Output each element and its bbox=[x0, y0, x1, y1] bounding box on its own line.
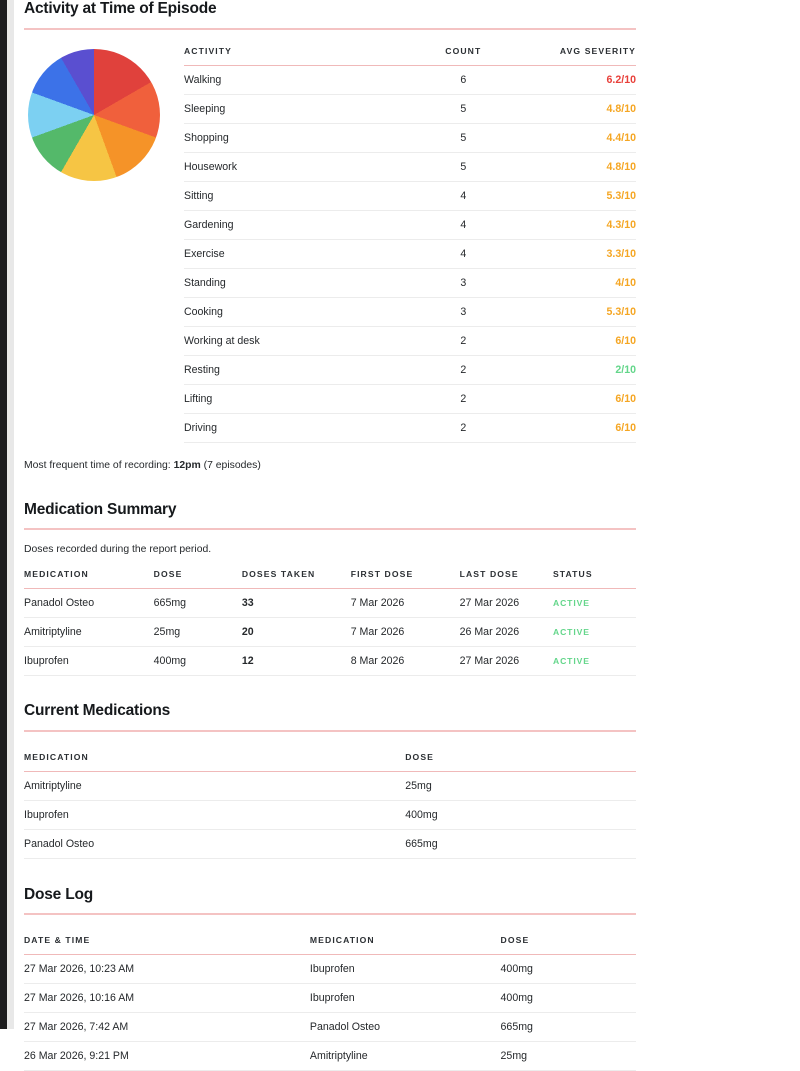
activity-name: Housework bbox=[184, 152, 387, 181]
dl-col-medication: MEDICATION bbox=[309, 935, 375, 946]
activity-severity: 5.3/10 bbox=[540, 297, 637, 326]
table-row bbox=[184, 239, 636, 268]
activity-name: Resting bbox=[184, 355, 387, 384]
activity-table-header-row bbox=[184, 46, 636, 66]
left-edge-rail bbox=[0, 0, 7, 1029]
activity-severity: 6/10 bbox=[540, 413, 637, 442]
cm-medication: Amitriptyline bbox=[24, 771, 405, 800]
current-medications-table bbox=[24, 752, 636, 859]
status-badge: ACTIVE bbox=[553, 618, 636, 647]
dl-datetime: 27 Mar 2026, 10:23 AM bbox=[24, 955, 310, 984]
dl-col-dose: DOSE bbox=[500, 935, 530, 946]
ms-dose: 25mg bbox=[154, 618, 242, 647]
dose-log-section bbox=[24, 886, 636, 1071]
activity-severity: 2/10 bbox=[540, 355, 637, 384]
activity-severity: 4.8/10 bbox=[540, 94, 637, 123]
table-row bbox=[24, 800, 636, 829]
medication-summary-subtitle: Doses recorded during the report period. bbox=[24, 544, 212, 556]
activity-table bbox=[184, 46, 636, 443]
activity-name: Exercise bbox=[184, 239, 387, 268]
current-medications-header-row bbox=[24, 752, 636, 772]
report-content bbox=[14, 0, 800, 1063]
ms-medication: Panadol Osteo bbox=[24, 589, 154, 618]
table-row bbox=[184, 413, 636, 442]
current-medications-section bbox=[24, 702, 636, 859]
dl-dose: 400mg bbox=[501, 955, 636, 984]
note-prefix: Most frequent time of recording: bbox=[24, 459, 174, 471]
activity-severity: 4/10 bbox=[540, 268, 637, 297]
activity-count: 5 bbox=[387, 152, 539, 181]
activity-severity: 4.8/10 bbox=[540, 152, 637, 181]
medication-summary-header-row bbox=[24, 569, 636, 589]
ms-col-doses-taken: DOSES TAKEN bbox=[241, 569, 316, 580]
dl-medication: Ibuprofen bbox=[310, 955, 501, 984]
activity-count: 2 bbox=[387, 413, 539, 442]
ms-first-dose: 8 Mar 2026 bbox=[351, 647, 460, 676]
table-row bbox=[24, 589, 636, 618]
table-row bbox=[184, 384, 636, 413]
ms-col-status: STATUS bbox=[552, 569, 593, 580]
dl-datetime: 27 Mar 2026, 10:16 AM bbox=[24, 984, 310, 1013]
most-frequent-time-note bbox=[24, 460, 636, 471]
ms-medication: Amitriptyline bbox=[24, 618, 154, 647]
activity-count: 6 bbox=[387, 65, 539, 94]
table-row bbox=[184, 268, 636, 297]
activity-count: 4 bbox=[387, 210, 539, 239]
ms-col-last-dose: LAST DOSE bbox=[459, 569, 519, 580]
ms-last-dose: 27 Mar 2026 bbox=[460, 589, 553, 618]
table-row bbox=[184, 65, 636, 94]
activity-body bbox=[24, 46, 636, 443]
status-badge: ACTIVE bbox=[553, 647, 636, 676]
cm-medication: Panadol Osteo bbox=[24, 829, 405, 858]
cm-col-dose: DOSE bbox=[405, 751, 434, 762]
activity-severity: 6/10 bbox=[540, 384, 637, 413]
current-medications-rule bbox=[24, 730, 636, 732]
dose-log-table bbox=[24, 935, 636, 1071]
table-row bbox=[24, 829, 636, 858]
activity-count: 5 bbox=[387, 123, 539, 152]
activity-name: Driving bbox=[184, 413, 387, 442]
ms-first-dose: 7 Mar 2026 bbox=[351, 618, 460, 647]
ms-doses-taken: 20 bbox=[242, 618, 351, 647]
activity-name: Lifting bbox=[184, 384, 387, 413]
activity-severity: 4.3/10 bbox=[540, 210, 637, 239]
left-gutter bbox=[7, 0, 14, 1029]
table-row bbox=[184, 297, 636, 326]
ms-last-dose: 27 Mar 2026 bbox=[460, 647, 553, 676]
dl-medication: Amitriptyline bbox=[310, 1042, 501, 1071]
medication-summary-title: Medication Summary bbox=[24, 500, 177, 518]
ms-dose: 665mg bbox=[154, 589, 242, 618]
activity-pie-chart bbox=[28, 49, 160, 181]
dl-medication: Panadol Osteo bbox=[310, 1013, 501, 1042]
cm-dose: 665mg bbox=[405, 829, 636, 858]
activity-name: Walking bbox=[184, 65, 387, 94]
cm-dose: 400mg bbox=[405, 800, 636, 829]
activity-name: Sitting bbox=[184, 181, 387, 210]
dose-log-header-row bbox=[24, 935, 636, 955]
table-row bbox=[184, 123, 636, 152]
table-row bbox=[24, 955, 636, 984]
note-suffix: (7 episodes) bbox=[200, 459, 261, 471]
medication-summary-section bbox=[24, 501, 636, 677]
activity-count: 3 bbox=[387, 268, 539, 297]
medication-summary-table bbox=[24, 569, 636, 676]
activity-name: Gardening bbox=[184, 210, 387, 239]
activity-pie-wrap bbox=[24, 46, 184, 181]
activity-name: Working at desk bbox=[184, 326, 387, 355]
activity-count: 4 bbox=[387, 181, 539, 210]
dl-dose: 665mg bbox=[501, 1013, 636, 1042]
activity-severity: 6/10 bbox=[540, 326, 637, 355]
table-row bbox=[24, 1013, 636, 1042]
activity-count: 2 bbox=[387, 326, 539, 355]
activity-col-severity: AVG SEVERITY bbox=[559, 45, 636, 56]
medication-summary-rule bbox=[24, 528, 636, 530]
activity-name: Cooking bbox=[184, 297, 387, 326]
ms-col-medication: MEDICATION bbox=[24, 569, 89, 580]
table-row bbox=[184, 326, 636, 355]
dose-log-rule bbox=[24, 913, 636, 915]
activity-severity: 6.2/10 bbox=[540, 65, 637, 94]
table-row bbox=[24, 647, 636, 676]
activity-severity: 3.3/10 bbox=[540, 239, 637, 268]
activity-section bbox=[24, 0, 636, 471]
activity-severity: 4.4/10 bbox=[540, 123, 637, 152]
activity-count: 2 bbox=[387, 384, 539, 413]
ms-col-first-dose: FIRST DOSE bbox=[350, 569, 414, 580]
activity-count: 3 bbox=[387, 297, 539, 326]
ms-last-dose: 26 Mar 2026 bbox=[460, 618, 553, 647]
dl-medication: Ibuprofen bbox=[310, 984, 501, 1013]
table-row bbox=[24, 618, 636, 647]
activity-name: Shopping bbox=[184, 123, 387, 152]
activity-count: 5 bbox=[387, 94, 539, 123]
activity-name: Standing bbox=[184, 268, 387, 297]
note-value: 12pm bbox=[173, 459, 201, 471]
ms-col-dose: DOSE bbox=[153, 569, 183, 580]
activity-count: 2 bbox=[387, 355, 539, 384]
dl-col-datetime: DATE & TIME bbox=[24, 935, 91, 946]
table-row bbox=[24, 771, 636, 800]
ms-medication: Ibuprofen bbox=[24, 647, 154, 676]
table-row bbox=[24, 984, 636, 1013]
table-row bbox=[184, 152, 636, 181]
dose-log-title: Dose Log bbox=[24, 885, 94, 903]
table-row bbox=[184, 210, 636, 239]
table-row bbox=[184, 94, 636, 123]
current-medications-title: Current Medications bbox=[24, 702, 171, 720]
activity-section-title: Activity at Time of Episode bbox=[24, 0, 217, 17]
ms-doses-taken: 12 bbox=[242, 647, 351, 676]
ms-dose: 400mg bbox=[154, 647, 242, 676]
dl-datetime: 26 Mar 2026, 9:21 PM bbox=[24, 1042, 310, 1071]
activity-col-count: COUNT bbox=[445, 45, 482, 56]
table-row bbox=[24, 1042, 636, 1071]
activity-name: Sleeping bbox=[184, 94, 387, 123]
ms-doses-taken: 33 bbox=[242, 589, 351, 618]
dl-dose: 25mg bbox=[501, 1042, 636, 1071]
cm-col-medication: MEDICATION bbox=[24, 751, 89, 762]
table-row bbox=[184, 181, 636, 210]
activity-count: 4 bbox=[387, 239, 539, 268]
dl-dose: 400mg bbox=[501, 984, 636, 1013]
activity-col-activity: ACTIVITY bbox=[184, 45, 232, 56]
ms-first-dose: 7 Mar 2026 bbox=[351, 589, 460, 618]
activity-severity: 5.3/10 bbox=[540, 181, 637, 210]
activity-title-rule bbox=[24, 28, 636, 30]
dl-datetime: 27 Mar 2026, 7:42 AM bbox=[24, 1013, 310, 1042]
cm-dose: 25mg bbox=[405, 771, 636, 800]
status-badge: ACTIVE bbox=[553, 589, 636, 618]
table-row bbox=[184, 355, 636, 384]
cm-medication: Ibuprofen bbox=[24, 800, 405, 829]
